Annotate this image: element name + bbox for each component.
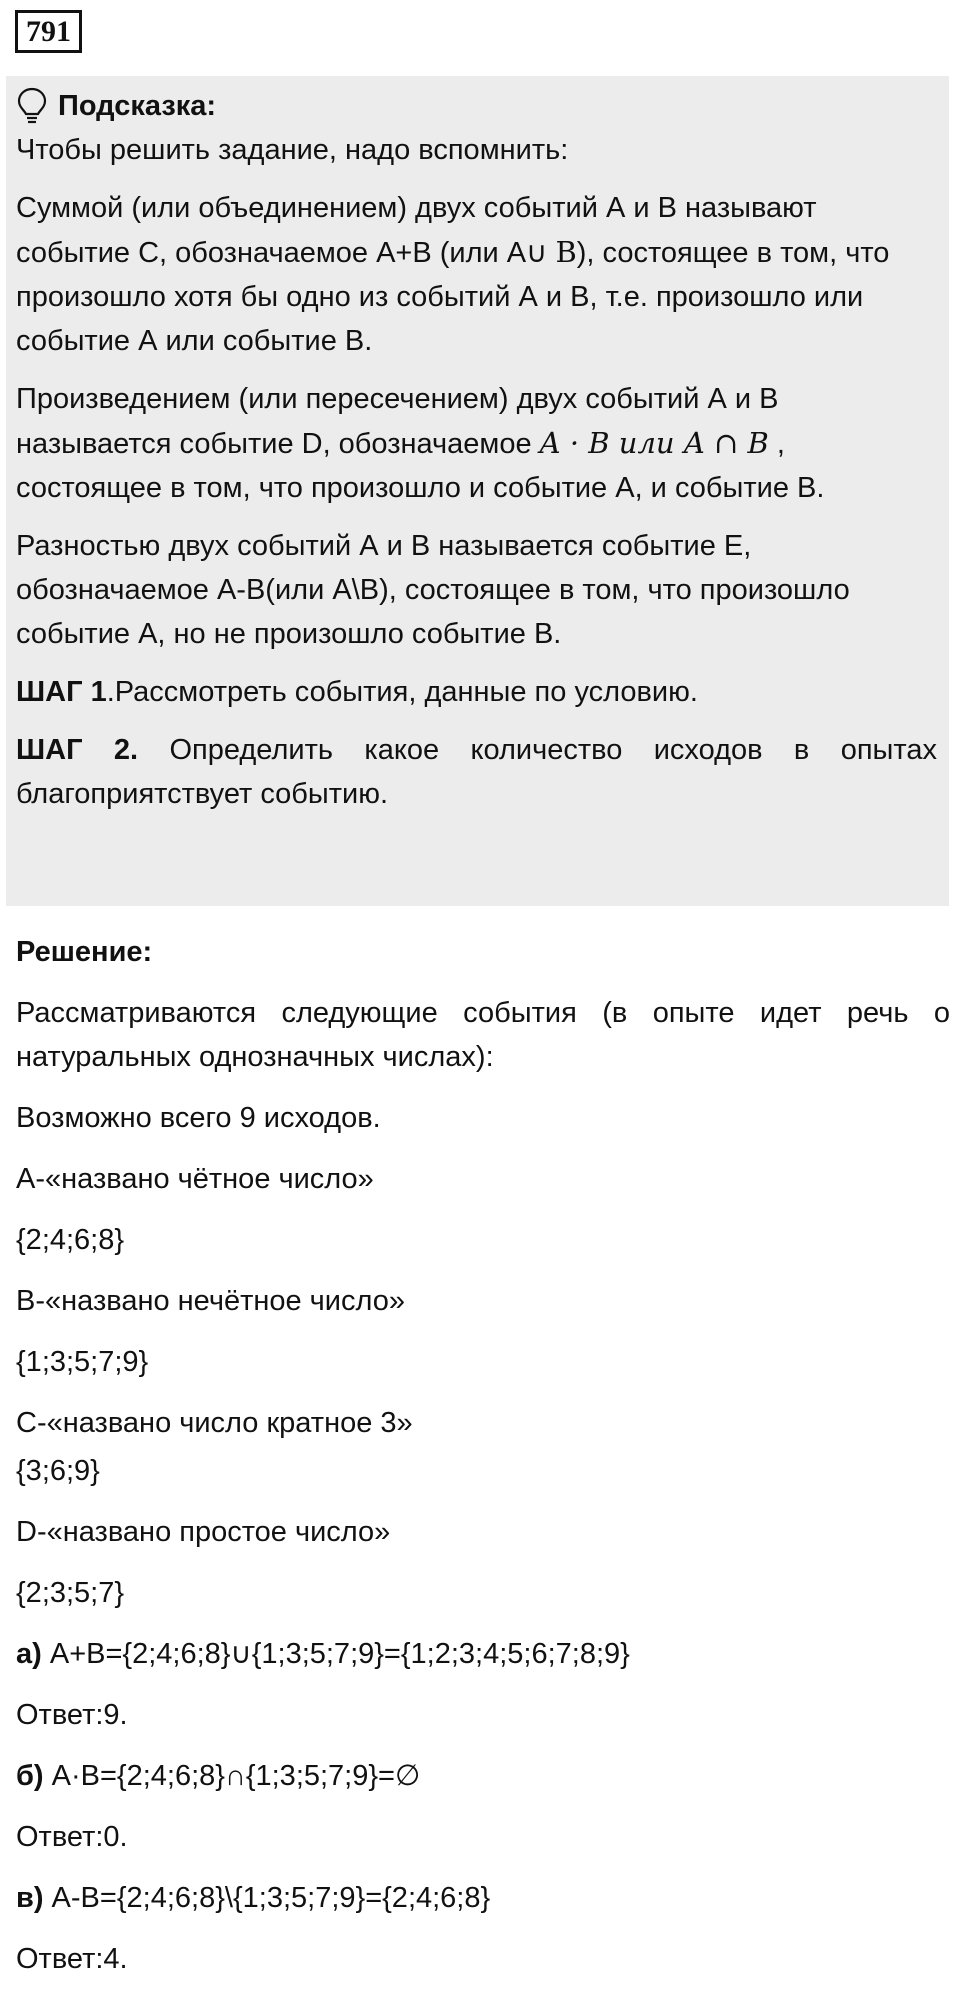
solution-total: Возможно всего 9 исходов. bbox=[16, 1102, 381, 1134]
solution-section bbox=[16, 930, 950, 1998]
hint-panel bbox=[6, 76, 949, 906]
hint-difference-definition: Разностью двух событий А и В называется событие Е, обозначаемое А-В(или А\В), состоящее в том, что произошло событие А, но не произошло событие В. bbox=[16, 530, 850, 650]
event-d: D-«названо простое число» bbox=[16, 1516, 391, 1548]
set-d: {2;3;5;7} bbox=[16, 1577, 125, 1609]
set-b: {1;3;5;7;9} bbox=[16, 1346, 149, 1378]
part-b: б) А·В={2;4;6;8}∩{1;3;5;7;9}=∅ bbox=[16, 1760, 421, 1792]
part-a: а) А+В={2;4;6;8}∪{1;3;5;7;9}={1;2;3;4;5;6;7;8;9} bbox=[16, 1638, 630, 1670]
event-a: А-«названо чётное число» bbox=[16, 1163, 374, 1195]
hint-sum-definition: Суммой (или объединением) двух событий А и В называют событие С, обозначаемое А+В (или А∪ B), состоящее в том, что произошло хотя бы одно из событий А и В, т.е. произошло или событие А или событие В. bbox=[16, 192, 890, 357]
hint-intro: Чтобы решить задание, надо вспомнить: bbox=[16, 134, 569, 166]
set-a: {2;4;6;8} bbox=[16, 1224, 125, 1256]
hint-step-2: ШАГ 2. Определить какое количество исходов в опытах благоприятствует событию. bbox=[16, 734, 937, 810]
set-c: {3;6;9} bbox=[16, 1455, 100, 1487]
answer-c: Ответ:4. bbox=[16, 1943, 128, 1975]
event-c: С-«названо число кратное 3» bbox=[16, 1407, 413, 1439]
solution-title: Решение: bbox=[16, 936, 153, 968]
task-number: 791 bbox=[15, 10, 82, 53]
lightbulb-icon bbox=[16, 86, 48, 126]
hint-step-1: ШАГ 1.Рассмотреть события, данные по условию. bbox=[16, 676, 698, 708]
hint-product-definition: Произведением (или пересечением) двух событий А и В называется событие D, обозначаемое A · B или A ∩ B , состоящее в том, что произошло и событие А, и событие В. bbox=[16, 383, 825, 504]
event-b: В-«названо нечётное число» bbox=[16, 1285, 405, 1317]
answer-b: Ответ:0. bbox=[16, 1821, 128, 1853]
solution-intro: Рассматриваются следующие события (в опыте идет речь о натуральных однозначных числах): bbox=[16, 997, 950, 1073]
part-c: в) А-В={2;4;6;8}\{1;3;5;7;9}={2;4;6;8} bbox=[16, 1882, 491, 1914]
hint-header bbox=[16, 84, 937, 128]
hint-title: Подсказка: bbox=[58, 89, 217, 122]
answer-a: Ответ:9. bbox=[16, 1699, 128, 1731]
